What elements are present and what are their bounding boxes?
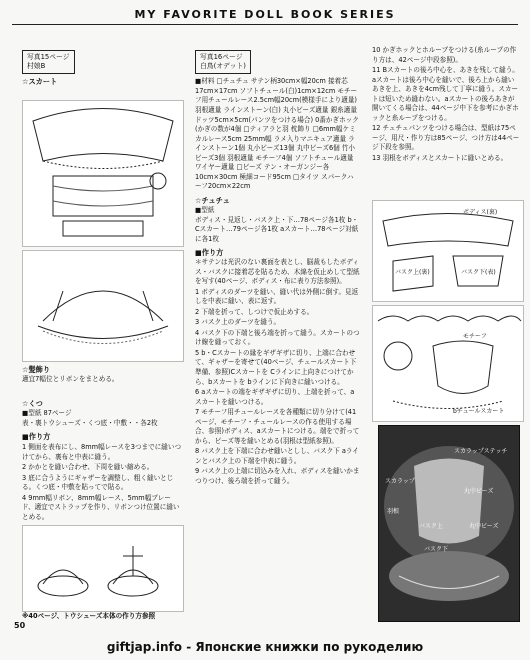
header-rule xyxy=(12,24,518,25)
shoes-parts: 表・裏トウシューズ・くつ底・中敷・・各2枚 xyxy=(22,418,158,427)
tutu-step: 7 モチーフ用チュールレースを各種類に切り分けて(41ページ、モチーフ・チュールレースの作る使用する場合、参照)ボディス、aスカートにつける。端をで折ってから、ビーズ等を縫いとめる(羽根は型紙参照)。 xyxy=(195,408,360,445)
tutu-note: ＊サテンは光沢のない裏面を表とし、脳裁もしたボディス・バスクに接着芯を貼るため、木綿を仮止めして型紙を写す(40ページ、ボディス・布に表り方法参照)。 xyxy=(195,257,360,286)
skirt-diagram xyxy=(22,100,184,247)
skirt-heading: ☆スカート xyxy=(22,77,58,87)
right-step: 10 かぎホックとホルーブをつける(糸ループの作り方は、42ページ中段参照)。 xyxy=(372,46,517,64)
tutu-step: 4 バスク下の下端と後ろ端を折って縫う。スカートのつけ線を縫っておく。 xyxy=(195,328,360,347)
photo-label-basque-bottom: バスク下 xyxy=(424,546,449,553)
right-step: 13 羽根をボディスとスカートに縫いとめる。 xyxy=(372,154,508,163)
page-number: 50 xyxy=(14,621,26,630)
basque-bottom-label: バスク下(表) xyxy=(461,269,496,276)
shoes-pattern: ■型紙 87ページ xyxy=(22,409,72,418)
decor-heading: ☆髪飾り xyxy=(22,365,51,374)
bodice-diagram xyxy=(372,200,524,302)
left-column xyxy=(22,50,172,88)
middle-column xyxy=(195,50,360,488)
tutu-step: 8 バスク上を下端に合わせ縫いとしし、バスク下 aラインとバスク上の下端を中表に縫う。 xyxy=(195,447,359,465)
skirt-label: bチュールスカート xyxy=(453,408,505,415)
left-text xyxy=(22,362,182,523)
skirt-finished-diagram xyxy=(22,250,184,362)
footer-watermark[interactable]: giftjap.info - Японские книжки по рукоделию xyxy=(106,640,424,654)
photo-label-bead-2: 丸中ビーズ xyxy=(469,523,499,530)
photo-label-16: 写真16ページ 白鳥(オデット) xyxy=(195,50,251,74)
shoes-step: 3 底に合うようにギャザーを調整し、粗く縫いとじる。くつ底・中敷を貼ってで貼る。 xyxy=(22,473,174,492)
decor-text: 適宜7幅位とリボンをまとめる。 xyxy=(22,375,119,384)
photo-label-feather: 羽根 xyxy=(387,508,400,515)
tutu-parts: ボディス・見返し・バスク上・下…78ページ各1枚 b・Cスカート…79ページ各1枚 aスカート…78ページ対紙に各1枚 xyxy=(195,215,359,243)
basque-top-label: バスク上(裏) xyxy=(395,269,430,276)
tutu-photo xyxy=(378,425,520,622)
photo-label-15: 写真15ページ 村娘B xyxy=(22,50,75,74)
shoes-step: 2 かかとを縫い合わせ、下周を縫い縮める。 xyxy=(22,463,154,472)
shoes-step: 1 側面を表布にし、8mm幅レースを3つまでに縫いつけてから、裏布と中表に縫う。 xyxy=(22,442,182,461)
photo-label-bead: 丸中ビーズ xyxy=(464,488,494,495)
shoes-howto: ■作り方 xyxy=(22,431,51,441)
skirt-layer-diagram xyxy=(372,305,524,422)
tutu-step: 5 b・Cスカートの縁をギザギザに切り、上端に合わせて、ギャザーを寄せて(40ページ、チュールスカート下準備、参照)Cスカートを Cラインに上向きにつけてから、bスカートを bラインに下向きに縫いつける。 xyxy=(195,348,357,386)
tutu-pattern: ■型紙 xyxy=(195,206,215,215)
shoes-note: ※40ページ、トウシューズ本体の作り方参照 xyxy=(22,612,156,620)
materials-text: ■材料 □チュチュ サテン柄30cm×幅20cm 接着芯17cm×17cm ソフトチュール(白)1cm×12cm モチーフ用チュールレース2.5cm幅20cm(模様手により適量) 羽根適量 ラインストーン(白) 丸小ビーズ適量 銀糸適量 ドッツ5cm×5cm(パンツをつける場合) 0番かぎホック(かぎの数が4個 □ティアラと羽 枕飾り □6mm幅ケミカルレース5cm 25mm幅 ラメ入りマニキュア適量 ラインストーン1個 丸小ビーズ13個 丸中ビーズ6個 竹小ビーズ3個 羽根適量 モチーフ4個 ソフトチュール適量 ワイヤー適量 □ビーズ テン・オーガンジー各10cm×30cm 極細コード95cm □タイツ スパークハーフ20cm×22cm xyxy=(195,77,359,191)
motif-label: モチーフ xyxy=(463,333,487,340)
bodice-label: ボディス(裏) xyxy=(463,209,498,216)
series-title: MY FAVORITE DOLL BOOK SERIES xyxy=(134,8,396,21)
right-step: 11 Bスカートの後ろ中心を、あきを残して縫う。aスカートは後ろ中心を縫いで、後ろ上から縫いあきを上、あきを4cm残して丁寧に縫う。スカートは短いため縫わない。aスカートの後ろあきが開いてくる場合は、44ページ中下を参考にかぎホックと糸ループをつける。 xyxy=(372,66,519,122)
right-column-text xyxy=(372,45,520,165)
tutu-step: 9 バスク上の上端に切込みを入れ、ボディスを縫いかまつりつけ、後ろ端を折って縫う。 xyxy=(195,467,360,485)
tutu-step: 1 ボディスのダーツを縫い、縫い代は外側に倒す。見返しを中表に縫い、表に返す。 xyxy=(195,287,359,306)
shoes-heading: ☆くつ xyxy=(22,398,43,408)
right-step: 12 チュチュパンツをつける場合は、型紙は75ページ、用尺・作り方は85ページ、つけ方は44ページ下段を参照。 xyxy=(372,124,520,152)
photo-label-basque-top: バスク上 xyxy=(419,523,444,530)
tutu-howto: ■作り方 xyxy=(195,247,224,257)
tutu-step: 3 バスク上のダーツを縫う。 xyxy=(195,318,281,327)
shoes-diagram xyxy=(22,525,184,612)
photo-label-scallop-stitch: スカラップステッチ xyxy=(454,448,508,455)
tutu-step: 2 下端を折って、しつけで仮止めする。 xyxy=(195,307,314,316)
photo-label-scallop: スカラップ xyxy=(385,478,415,485)
tutu-step: 6 aスカートの端をギザギザに切り、上端を折って、aスカートを縫いつける。 xyxy=(195,388,355,406)
shoes-step: 4 9mm幅リボン、8mm幅レース、5mm幅ブレード、適宜でストラップを作り、リボンつけ位置に縫いとめる。 xyxy=(22,493,180,521)
tutu-heading: ☆チュチュ xyxy=(195,195,230,205)
